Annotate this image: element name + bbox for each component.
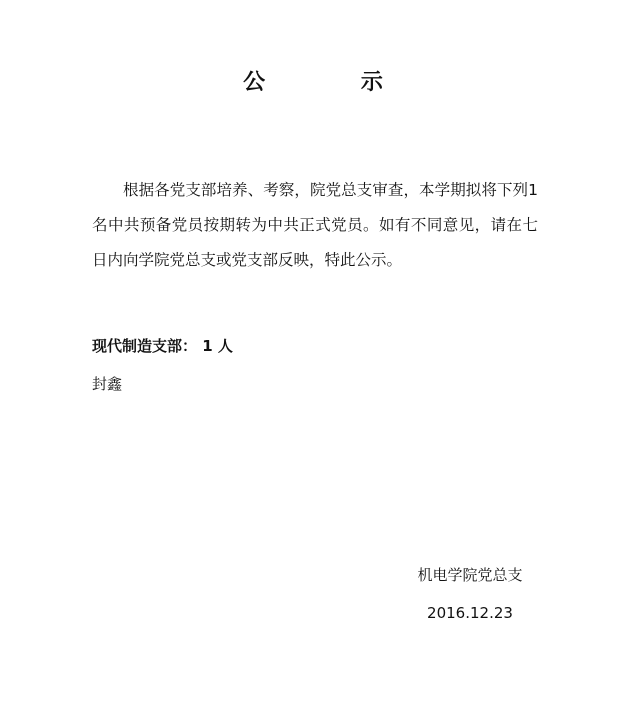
member-name: 封鑫 <box>92 375 123 393</box>
notice-date: 2016.12.23 <box>427 604 513 622</box>
notice-body-paragraph: 根据各党支部培养、考察，院党总支审查，本学期拟将下列1名中共预备党员按期转为中共正式党员。如有不同意见，请在七日内向学院党总支或党支部反映，特此公示。 <box>92 181 538 269</box>
notice-title: 公 示 <box>243 70 427 95</box>
branch-heading: 现代制造支部： 1 人 <box>92 337 233 355</box>
issuer-signature: 机电学院党总支 <box>417 566 523 584</box>
